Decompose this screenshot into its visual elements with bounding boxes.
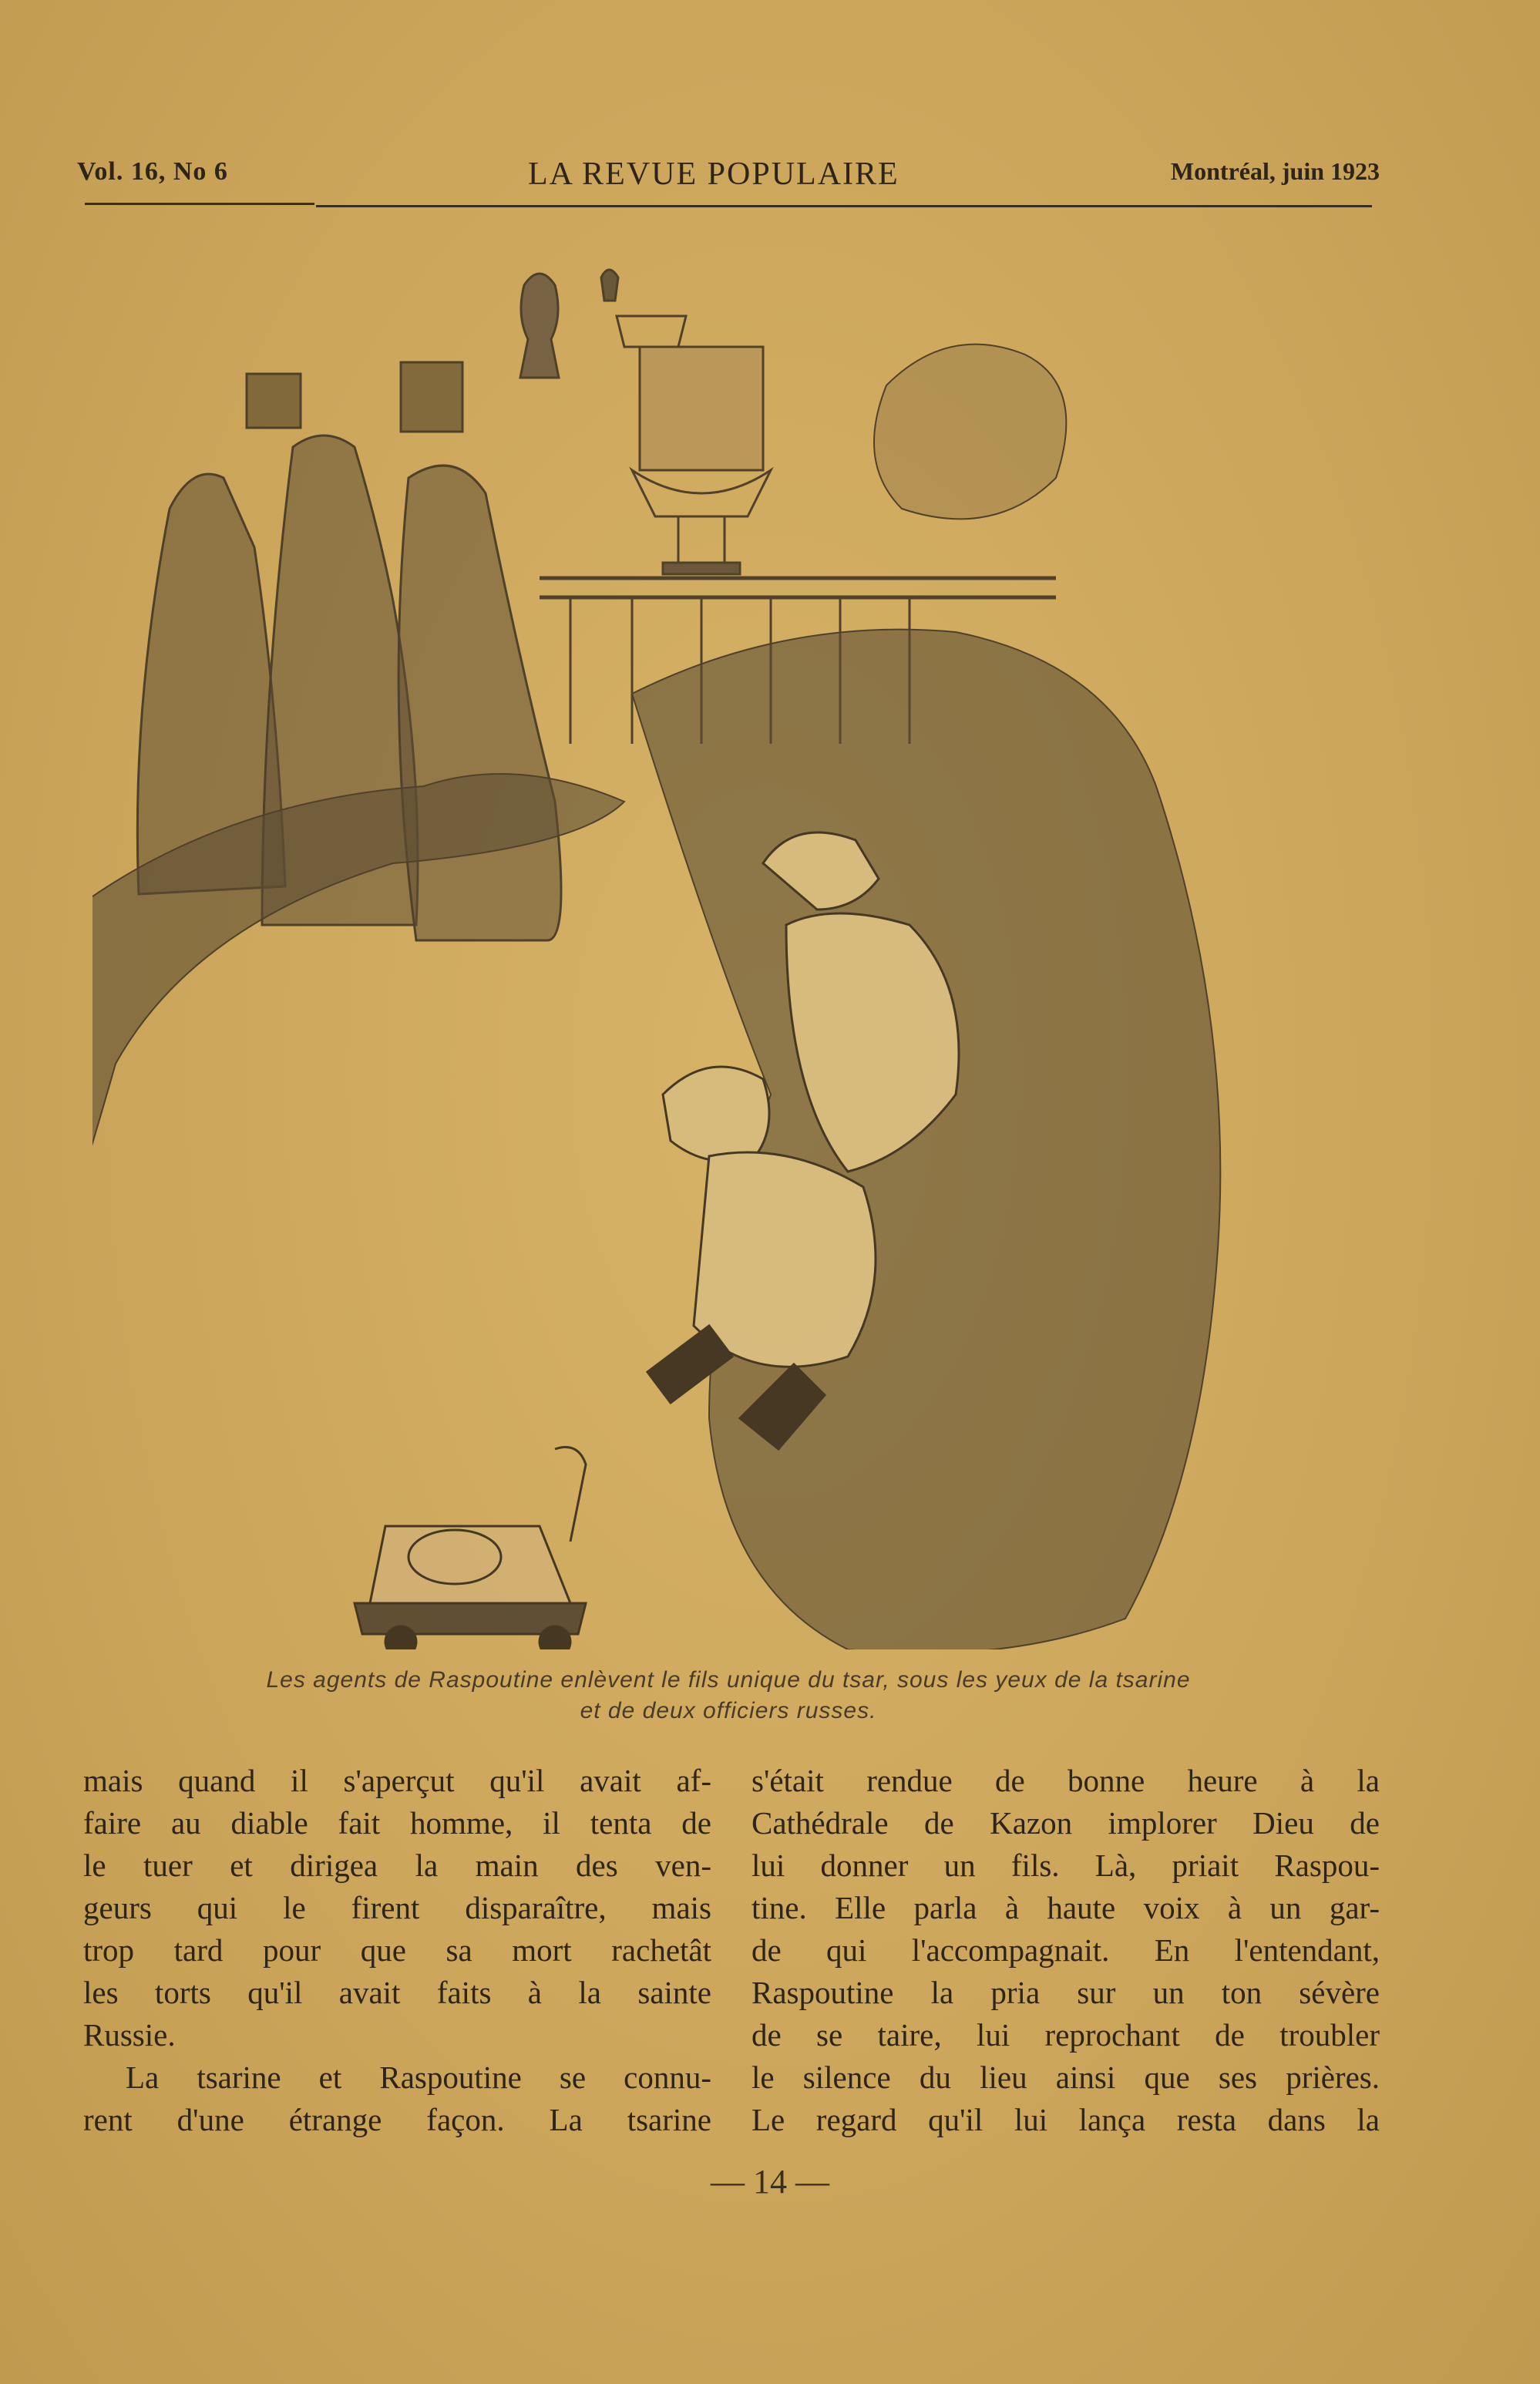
text-line: lui donner un fils. Là, priait Raspou- bbox=[752, 1848, 1380, 1883]
paragraph bbox=[83, 2056, 711, 2141]
text-line: les torts qu'il avait faits à la sainte bbox=[83, 1975, 711, 2010]
magazine-title: LA REVUE POPULAIRE bbox=[528, 156, 899, 192]
issue-date: Montréal, juin 1923 bbox=[1170, 157, 1380, 185]
foliage-drawing bbox=[92, 345, 1220, 1649]
volume-number: Vol. 16, No 6 bbox=[77, 157, 228, 186]
caption-line-2: et de deux officiers russes. bbox=[580, 1698, 877, 1723]
text-line: Russie. bbox=[83, 2017, 176, 2053]
text-line: La tsarine et Raspoutine se connu- bbox=[126, 2060, 711, 2095]
text-line: de se taire, lui reprochant de troubler bbox=[752, 2017, 1380, 2053]
page-number: — 14 — bbox=[711, 2163, 829, 2201]
statue-drawing bbox=[520, 274, 559, 378]
urn-drawing bbox=[601, 270, 771, 574]
text-column-right bbox=[752, 1760, 1380, 2141]
text-line: tine. Elle parla à haute voix à un gar- bbox=[752, 1890, 1380, 1925]
paragraph bbox=[83, 1760, 711, 2056]
text-line: mais quand il s'aperçut qu'il avait af- bbox=[83, 1763, 711, 1798]
caption-line-1: Les agents de Raspoutine enlèvent le fils unique du tsar, sous les yeux de la tsarine bbox=[266, 1667, 1191, 1693]
header-rule-left bbox=[85, 203, 314, 205]
text-line: s'était rendue de bonne heure à la bbox=[752, 1763, 1380, 1798]
illustration-caption bbox=[108, 1665, 1349, 1727]
text-line: de qui l'accompagnait. En l'entendant, bbox=[752, 1932, 1380, 1968]
text-line: Cathédrale de Kazon implorer Dieu de bbox=[752, 1805, 1380, 1841]
text-line: Raspoutine la pria sur un ton sévère bbox=[752, 1975, 1380, 2010]
header-rule-right bbox=[316, 205, 1372, 207]
text-line: le silence du lieu ainsi que ses prières. bbox=[752, 2060, 1380, 2095]
page-header bbox=[77, 151, 1380, 205]
engraving-illustration bbox=[92, 247, 1357, 1649]
text-line: rent d'une étrange façon. La tsarine bbox=[83, 2102, 711, 2137]
text-line: le tuer et dirigea la main des ven- bbox=[83, 1848, 711, 1883]
toy-car-drawing bbox=[355, 1448, 586, 1650]
text-line: geurs qui le firent disparaître, mais bbox=[83, 1890, 711, 1925]
text-column-left bbox=[83, 1760, 711, 2141]
text-line: trop tard pour que sa mort rachetât bbox=[83, 1932, 711, 1968]
text-line: Le regard qu'il lui lança resta dans la bbox=[752, 2102, 1380, 2137]
text-line: faire au diable fait homme, il tenta de bbox=[83, 1805, 711, 1841]
paragraph bbox=[752, 1760, 1380, 2141]
